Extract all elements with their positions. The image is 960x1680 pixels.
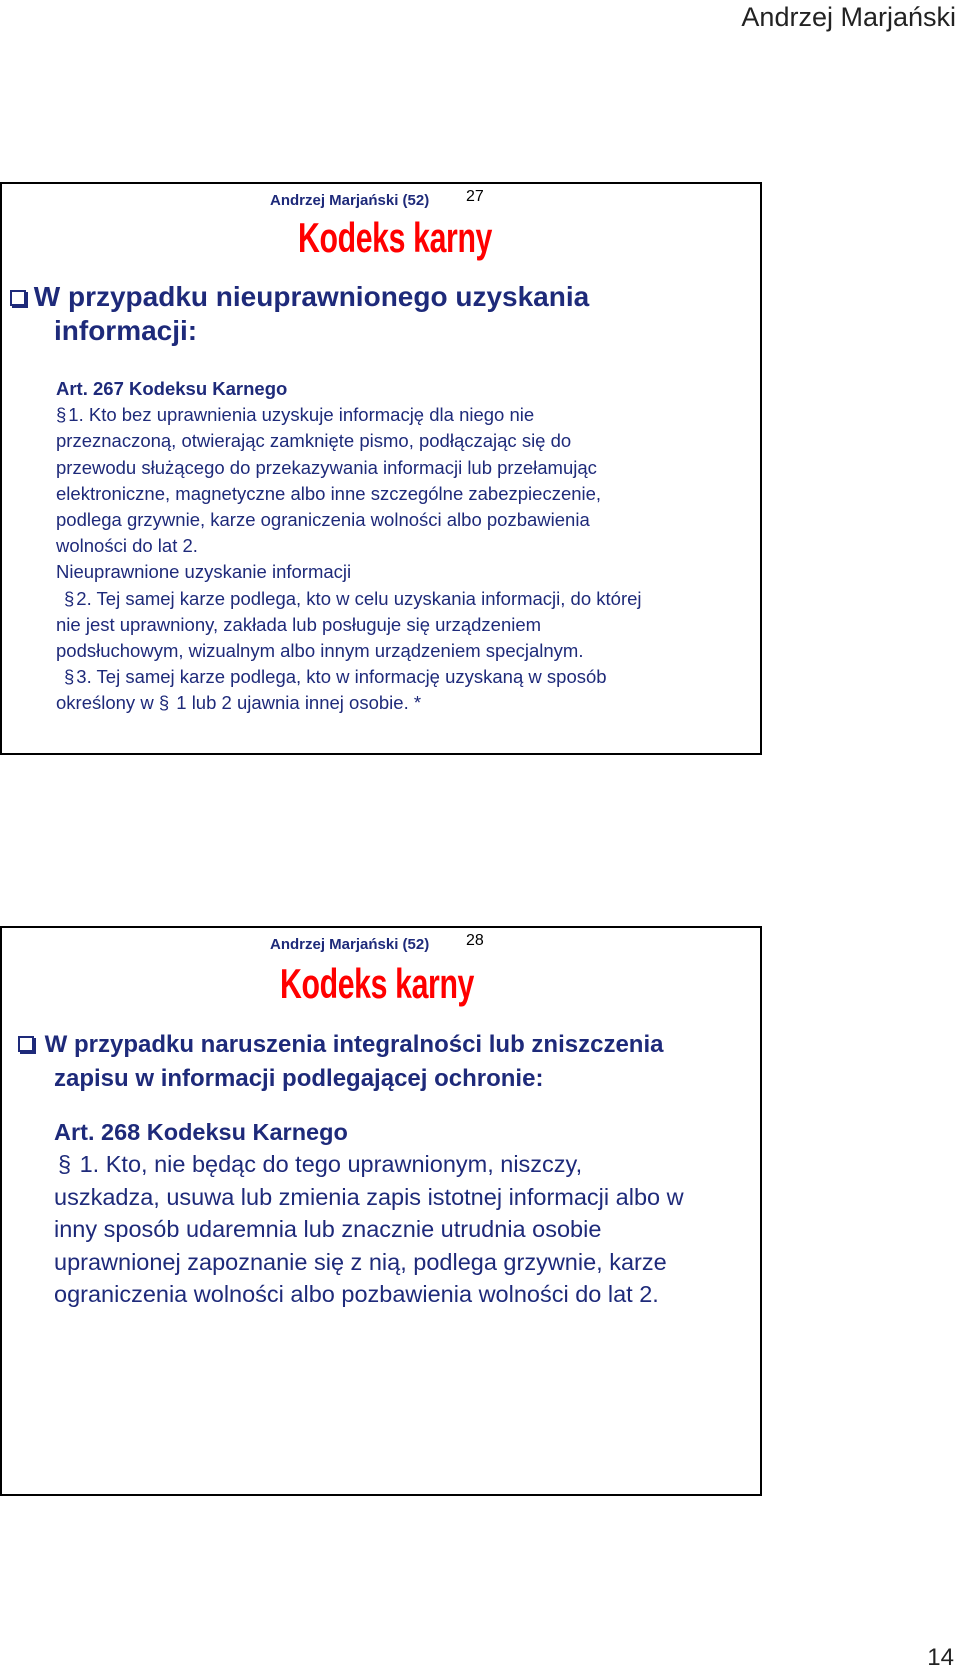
body-line: 1. Kto, nie będąc do tego uprawnionym, niszczy, bbox=[79, 1151, 583, 1178]
body-line: wolności do lat 2. bbox=[56, 535, 198, 557]
body-line: podsłuchowym, wizualnym albo innym urządzeniem specjalnym. bbox=[56, 640, 584, 662]
body-line: nie jest uprawniony, zakłada lub posługuje się urządzeniem bbox=[56, 613, 542, 635]
body-line: podlega grzywnie, karze ograniczenia wolności albo pozbawienia bbox=[56, 509, 590, 531]
body-line: uszkadza, usuwa lub zmienia zapis istotnej informacji albo w bbox=[54, 1183, 684, 1210]
body-line: określony w bbox=[56, 692, 154, 714]
slide-heading bbox=[10, 280, 589, 348]
slide-body bbox=[56, 376, 642, 717]
section-symbol: § bbox=[158, 692, 170, 714]
body-line: Nieuprawnione uzyskanie informacji bbox=[56, 561, 352, 583]
section-symbol: § bbox=[58, 1151, 72, 1178]
article-heading: Art. 267 Kodeksu Karnego bbox=[56, 378, 288, 399]
slide-title: Kodeks karny bbox=[298, 214, 493, 261]
slide-number: 27 bbox=[466, 188, 484, 205]
heading-line: zapisu w informacji podlegającej ochronie: bbox=[54, 1065, 544, 1092]
body-line: 1. Kto bez uprawnienia uzyskuje informację dla niego nie bbox=[68, 404, 535, 426]
body-line: 3. Tej samej karze podlega, kto w informację uzyskaną w sposób bbox=[76, 666, 607, 688]
slide-author: Andrzej Marjański (52) bbox=[270, 936, 430, 953]
checkbox-bullet-icon bbox=[18, 1036, 34, 1052]
slide-heading bbox=[18, 1028, 663, 1096]
checkbox-bullet-icon bbox=[10, 290, 26, 306]
section-symbol: § bbox=[64, 666, 75, 688]
slide-title: Kodeks karny bbox=[280, 960, 475, 1007]
body-line: przewodu służącego do przekazywania informacji lub przełamując bbox=[56, 456, 597, 478]
body-line: 1 lub 2 ujawnia innej osobie. * bbox=[176, 692, 422, 714]
section-symbol: § bbox=[64, 587, 75, 609]
body-line: ograniczenia wolności albo pozbawienia wolności do lat 2. bbox=[54, 1281, 659, 1308]
body-line: elektroniczne, magnetyczne albo inne szczególne zabezpieczenie, bbox=[56, 482, 602, 504]
body-line: przeznaczoną, otwierając zamknięte pismo, podłączając się do bbox=[56, 430, 572, 452]
slide-number: 28 bbox=[466, 932, 484, 949]
heading-line: W przypadku naruszenia integralności lub zniszczenia bbox=[44, 1031, 664, 1058]
page-header: Andrzej Marjański bbox=[741, 2, 956, 32]
heading-line: informacji: bbox=[54, 315, 198, 346]
slide-27 bbox=[0, 182, 762, 755]
body-line: 2. Tej samej karze podlega, kto w celu uzyskania informacji, do której bbox=[76, 587, 642, 609]
article-heading: Art. 268 Kodeksu Karnego bbox=[54, 1119, 348, 1145]
slide-author: Andrzej Marjański (52) bbox=[270, 192, 430, 209]
body-line: inny sposób udaremnia lub znacznie utrudnia osobie bbox=[54, 1216, 602, 1243]
slide-body bbox=[54, 1116, 684, 1310]
body-line: uprawnionej zapoznanie się z nią, podlega grzywnie, karze bbox=[54, 1248, 667, 1275]
page-number: 14 bbox=[927, 1644, 954, 1671]
heading-line: W przypadku nieuprawnionego uzyskania bbox=[33, 281, 590, 312]
section-symbol: § bbox=[56, 404, 67, 426]
slide-28 bbox=[0, 926, 762, 1496]
